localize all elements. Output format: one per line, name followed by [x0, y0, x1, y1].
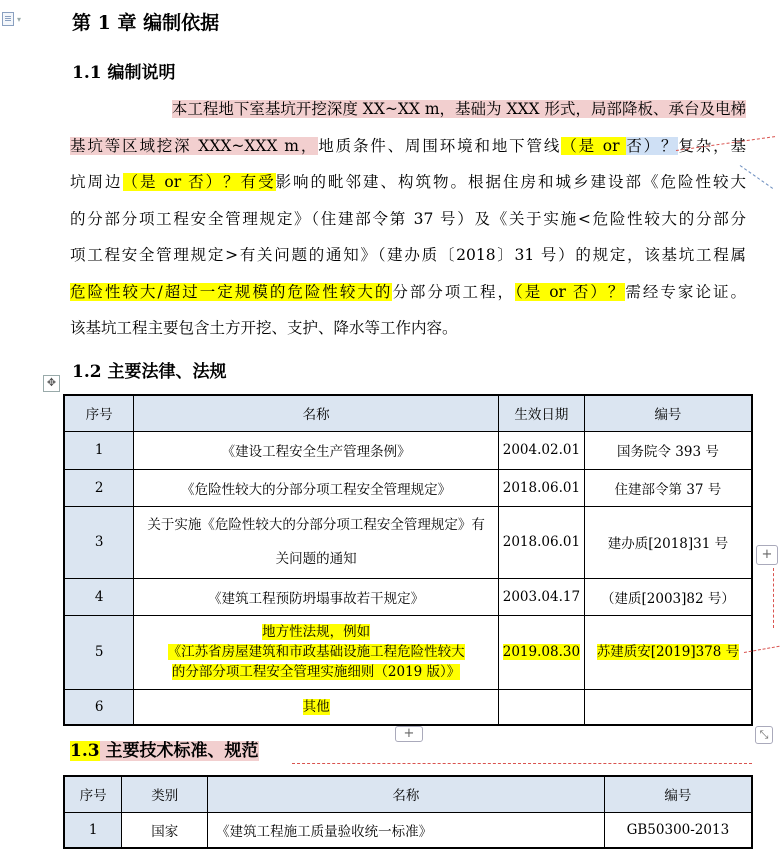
standards-table	[63, 775, 753, 849]
text-segment: 影响的毗邻建、构筑物。根据住房和城乡建设部《危险性较大	[275, 173, 746, 191]
table-row	[64, 578, 752, 615]
add-row-button[interactable]: +	[395, 726, 423, 742]
table-row	[64, 689, 752, 725]
col-header-name: 名称	[134, 395, 499, 431]
section-text: 主要技术标准、规范	[99, 741, 259, 761]
text-segment: 坑周边	[70, 173, 123, 191]
row-name	[134, 689, 499, 725]
row-index: 3	[64, 506, 134, 578]
paragraph-line	[70, 237, 746, 274]
col-header-category: 类别	[122, 776, 208, 812]
text-segment: （是 or 否）？	[514, 282, 626, 301]
text-segment: 项工程安全管理规定>有关问题的通知》（建办质〔2018〕31 号）的规定，该基坑工程属	[70, 246, 746, 264]
text-segment: 该基坑工程主要包含土方开挖、支护、降水等工作内容。	[70, 319, 458, 337]
row-code-text: 苏建质安[2019]378 号	[596, 644, 740, 660]
chapter-title: 第 1 章 编制依据	[72, 12, 220, 34]
section-title-1-3	[70, 738, 259, 764]
row-index: 2	[64, 469, 134, 506]
col-header-index: 序号	[64, 395, 134, 431]
row-code	[584, 615, 752, 689]
revision-underline	[292, 763, 752, 764]
paragraph-line	[70, 91, 746, 128]
row-code: 建办质[2018]31 号	[584, 506, 752, 578]
col-header-index: 序号	[64, 776, 122, 812]
laws-table	[63, 394, 753, 726]
table-row	[64, 615, 752, 689]
text-segment: 否）？	[626, 136, 679, 155]
row-code: GB50300-2013	[604, 812, 752, 848]
row-date	[498, 615, 584, 689]
text-segment: 危险性较大/超过一定规模的危险性较大的	[70, 282, 393, 301]
row-code: （建质[2003]82 号）	[584, 578, 752, 615]
text-segment: 分部分项工程，	[392, 282, 515, 301]
col-header-name: 名称	[208, 776, 605, 812]
row-index: 6	[64, 689, 134, 725]
row-index: 1	[64, 431, 134, 469]
paragraph-line	[70, 274, 746, 311]
paragraph-line	[70, 201, 746, 238]
text-segment: 需经专家论证。	[625, 282, 746, 301]
row-name: 《建筑工程施工质量验收统一标准》	[208, 812, 605, 848]
row-index: 4	[64, 578, 134, 615]
table-move-handle[interactable]: ✥	[43, 375, 60, 392]
paragraph-line	[70, 310, 746, 347]
row-index: 5	[64, 615, 134, 689]
row-code	[584, 689, 752, 725]
row-code: 住建部令第 37 号	[584, 469, 752, 506]
section-title-1-1: 1.1 编制说明	[72, 63, 176, 83]
text-segment: （是 or	[561, 136, 627, 155]
paragraph-line	[70, 128, 746, 165]
description-paragraph	[70, 91, 746, 347]
row-code: 国务院令 393 号	[584, 431, 752, 469]
table-row	[64, 812, 752, 848]
text-segment: 地质条件、周围环境和地下管线	[318, 136, 562, 155]
row-name: 《危险性较大的分部分项工程安全管理规定》	[134, 469, 499, 506]
add-column-button[interactable]: +	[756, 545, 778, 565]
section-title-1-2: 1.2 主要法律、法规	[72, 362, 227, 382]
row-date: 2004.02.01	[498, 431, 584, 469]
text-segment: 基坑等区域挖深 XXX~XXX m，	[70, 136, 319, 155]
row-index: 1	[64, 812, 122, 848]
paragraph-line	[70, 164, 746, 201]
table-resize-handle[interactable]: ⤡	[755, 726, 773, 744]
document-icon[interactable]: ▾	[2, 12, 28, 26]
row-name: 《建设工程安全生产管理条例》	[134, 431, 499, 469]
table-row	[64, 506, 752, 578]
col-header-code: 编号	[604, 776, 752, 812]
row-name-line: 地方性法规，例如	[262, 624, 371, 640]
text-segment: 的分部分项工程安全管理规定》（住建部令第 37 号）及《关于实施<危险性较大的分部分	[70, 209, 746, 228]
row-date: 2018.06.01	[498, 469, 584, 506]
row-name-line: 的分部分项工程安全管理实施细则（2019 版）》	[171, 664, 461, 680]
text-segment: （是 or 否）？有受	[122, 173, 276, 191]
row-date: 2018.06.01	[498, 506, 584, 578]
row-date: 2003.04.17	[498, 578, 584, 615]
row-name: 关于实施《危险性较大的分部分项工程安全管理规定》有关问题的通知	[134, 506, 499, 578]
revision-marker	[773, 568, 774, 628]
row-name: 《建筑工程预防坍塌事故若干规定》	[134, 578, 499, 615]
col-header-date: 生效日期	[498, 395, 584, 431]
row-date	[498, 689, 584, 725]
table-row	[64, 469, 752, 506]
section-number: 1.3	[70, 741, 100, 761]
row-name-line: 《江苏省房屋建筑和市政基础设施工程危险性较大	[167, 644, 465, 660]
row-name-text: 其他	[302, 698, 330, 715]
row-name	[134, 615, 499, 689]
row-category: 国家	[122, 812, 208, 848]
row-date-text: 2019.08.30	[502, 644, 581, 660]
text-segment: 本工程地下室基坑开挖深度 XX~XX m，基础为 XXX 形式，局部降板、承台及电梯	[171, 100, 746, 118]
table-row	[64, 431, 752, 469]
text-segment: 复杂，基	[678, 136, 746, 155]
col-header-code: 编号	[584, 395, 752, 431]
